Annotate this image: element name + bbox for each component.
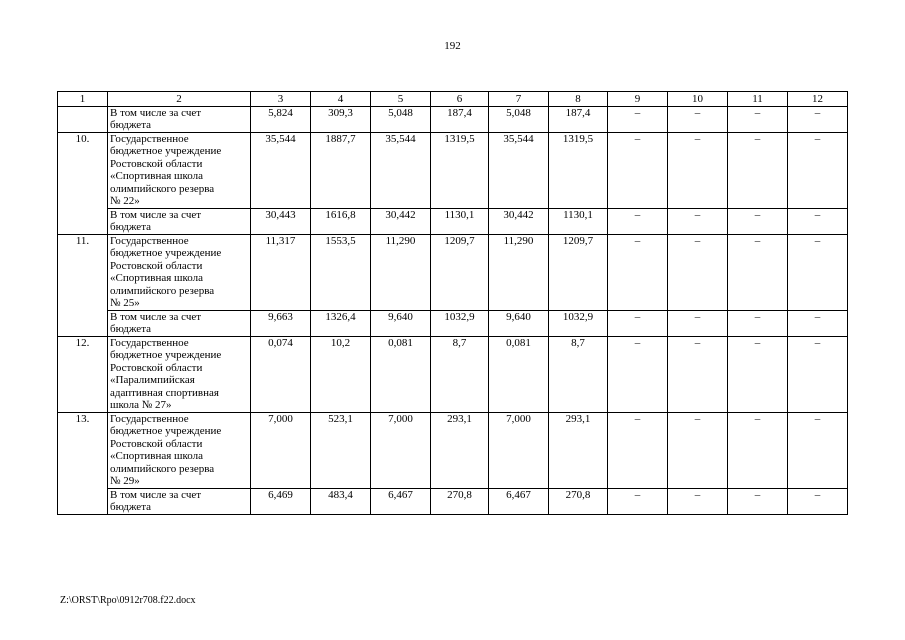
table-body	[58, 92, 848, 515]
name-line: № 29»	[110, 475, 140, 487]
value-cell: 523,1	[311, 412, 371, 488]
value-cell: 0,081	[371, 336, 431, 412]
name-line: В том числе за счет	[110, 488, 202, 501]
header-row	[58, 92, 848, 107]
value-cell: 6,467	[489, 488, 549, 514]
table-row	[58, 132, 848, 208]
name-line: «Спортивная школа	[110, 450, 204, 462]
name-line: олимпийского резерва	[110, 182, 215, 195]
value-cell: 11,290	[489, 234, 549, 310]
header-cell: 1	[58, 92, 108, 107]
name-line: бюджета	[110, 323, 152, 335]
header-cell: 8	[549, 92, 608, 107]
value-cell: 35,544	[489, 132, 549, 208]
value-cell: –	[728, 488, 788, 514]
value-cell: 1326,4	[311, 310, 371, 336]
name-line: № 25»	[110, 297, 140, 309]
value-cell: –	[608, 106, 668, 132]
value-cell: 7,000	[371, 412, 431, 488]
value-cell: 8,7	[431, 336, 489, 412]
name-line: бюджетное учреждение	[110, 145, 222, 157]
header-cell: 7	[489, 92, 549, 107]
name-line: № 22»	[110, 195, 140, 207]
page-number: 192	[444, 40, 461, 52]
name-line: В том числе за счет	[110, 106, 202, 119]
header-cell: 4	[311, 92, 371, 107]
value-cell: 1319,5	[431, 132, 489, 208]
value-cell: –	[668, 310, 728, 336]
value-cell: –	[788, 106, 848, 132]
name-line: бюджета	[110, 501, 152, 513]
name-line: бюджетное учреждение	[110, 349, 222, 361]
value-cell: 1209,7	[549, 234, 608, 310]
header-cell: 12	[788, 92, 848, 107]
value-cell: 35,544	[371, 132, 431, 208]
value-cell: 1130,1	[549, 208, 608, 234]
row-number-cell	[58, 106, 108, 132]
name-line: Ростовской области	[110, 437, 203, 450]
value-cell: 1209,7	[431, 234, 489, 310]
name-line: Ростовской области	[110, 259, 203, 272]
value-cell: –	[728, 412, 788, 488]
value-cell: 9,640	[489, 310, 549, 336]
row-number-cell: 11.	[58, 234, 108, 336]
value-cell: –	[668, 336, 728, 412]
value-cell: 5,048	[371, 106, 431, 132]
value-cell: 187,4	[549, 106, 608, 132]
name-line: В том числе за счет	[110, 310, 202, 323]
value-cell: 270,8	[549, 488, 608, 514]
row-number-cell: 12.	[58, 336, 108, 412]
name-line: Государственное	[110, 412, 189, 425]
name-line: Государственное	[110, 336, 189, 349]
table-row	[58, 336, 848, 412]
table-row	[58, 310, 848, 336]
value-cell: –	[788, 310, 848, 336]
name-line: бюджетное учреждение	[110, 247, 222, 259]
name-line: Ростовской области	[110, 157, 203, 170]
value-cell: –	[788, 488, 848, 514]
value-cell: 1616,8	[311, 208, 371, 234]
value-cell: –	[608, 234, 668, 310]
name-line: Ростовской области	[110, 361, 203, 374]
header-cell: 10	[668, 92, 728, 107]
value-cell: –	[788, 132, 848, 208]
name-line: бюджетное учреждение	[110, 425, 222, 437]
data-table	[57, 91, 848, 515]
name-line: «Спортивная школа	[110, 170, 204, 182]
value-cell: 30,442	[371, 208, 431, 234]
value-cell: 1319,5	[549, 132, 608, 208]
name-line: «Спортивная школа	[110, 272, 204, 284]
value-cell: 293,1	[549, 412, 608, 488]
value-cell: –	[728, 310, 788, 336]
value-cell: 293,1	[431, 412, 489, 488]
value-cell: –	[608, 412, 668, 488]
name-line: «Паралимпийская	[110, 374, 195, 386]
header-cell: 9	[608, 92, 668, 107]
value-cell: –	[668, 488, 728, 514]
header-cell: 6	[431, 92, 489, 107]
value-cell: –	[728, 336, 788, 412]
value-cell: 483,4	[311, 488, 371, 514]
value-cell: –	[668, 208, 728, 234]
name-line: бюджета	[110, 119, 152, 131]
header-cell: 5	[371, 92, 431, 107]
value-cell: 1887,7	[311, 132, 371, 208]
value-cell: 7,000	[251, 412, 311, 488]
name-line: школа № 27»	[110, 399, 172, 411]
name-line: Государственное	[110, 132, 189, 145]
name-line: бюджета	[110, 221, 152, 233]
header-cell: 2	[108, 92, 251, 107]
value-cell: 1553,5	[311, 234, 371, 310]
value-cell: –	[608, 336, 668, 412]
name-line: адаптивная спортивная	[110, 386, 219, 399]
institution-name-cell	[108, 488, 251, 514]
institution-name-cell	[108, 132, 251, 208]
row-number-cell: 10.	[58, 132, 108, 234]
value-cell: 0,081	[489, 336, 549, 412]
table-row	[58, 488, 848, 514]
value-cell: –	[668, 412, 728, 488]
institution-name-cell	[108, 208, 251, 234]
header-cell: 3	[251, 92, 311, 107]
value-cell: 35,544	[251, 132, 311, 208]
row-number-cell: 13.	[58, 412, 108, 514]
value-cell: 11,290	[371, 234, 431, 310]
value-cell: –	[728, 106, 788, 132]
value-cell: 8,7	[549, 336, 608, 412]
value-cell: 30,442	[489, 208, 549, 234]
value-cell: –	[668, 106, 728, 132]
institution-name-cell	[108, 310, 251, 336]
value-cell: –	[608, 488, 668, 514]
value-cell: 5,048	[489, 106, 549, 132]
value-cell: 30,443	[251, 208, 311, 234]
value-cell: –	[608, 132, 668, 208]
value-cell: 6,467	[371, 488, 431, 514]
value-cell: 309,3	[311, 106, 371, 132]
table-row	[58, 208, 848, 234]
value-cell: 7,000	[489, 412, 549, 488]
value-cell: 9,663	[251, 310, 311, 336]
value-cell: 6,469	[251, 488, 311, 514]
institution-name-cell	[108, 234, 251, 310]
file-path-footer: Z:\ORST\Rpo\0912r708.f22.docx	[60, 595, 196, 606]
value-cell: –	[608, 208, 668, 234]
value-cell: 187,4	[431, 106, 489, 132]
value-cell: –	[788, 234, 848, 310]
value-cell: 1130,1	[431, 208, 489, 234]
value-cell: –	[788, 336, 848, 412]
name-line: Государственное	[110, 234, 189, 247]
header-cell: 11	[728, 92, 788, 107]
name-line: В том числе за счет	[110, 208, 202, 221]
value-cell: 1032,9	[549, 310, 608, 336]
table-row	[58, 106, 848, 132]
table-row	[58, 412, 848, 488]
institution-name-cell	[108, 412, 251, 488]
value-cell: –	[788, 208, 848, 234]
table-row	[58, 234, 848, 310]
value-cell: –	[668, 132, 728, 208]
value-cell: –	[668, 234, 728, 310]
value-cell: 0,074	[251, 336, 311, 412]
institution-name-cell	[108, 106, 251, 132]
value-cell: 10,2	[311, 336, 371, 412]
value-cell: 270,8	[431, 488, 489, 514]
value-cell: 1032,9	[431, 310, 489, 336]
value-cell: –	[728, 208, 788, 234]
value-cell: –	[788, 412, 848, 488]
value-cell: –	[728, 132, 788, 208]
name-line: олимпийского резерва	[110, 462, 215, 475]
value-cell: 5,824	[251, 106, 311, 132]
value-cell: 9,640	[371, 310, 431, 336]
value-cell: 11,317	[251, 234, 311, 310]
value-cell: –	[608, 310, 668, 336]
institution-name-cell	[108, 336, 251, 412]
name-line: олимпийского резерва	[110, 284, 215, 297]
value-cell: –	[728, 234, 788, 310]
